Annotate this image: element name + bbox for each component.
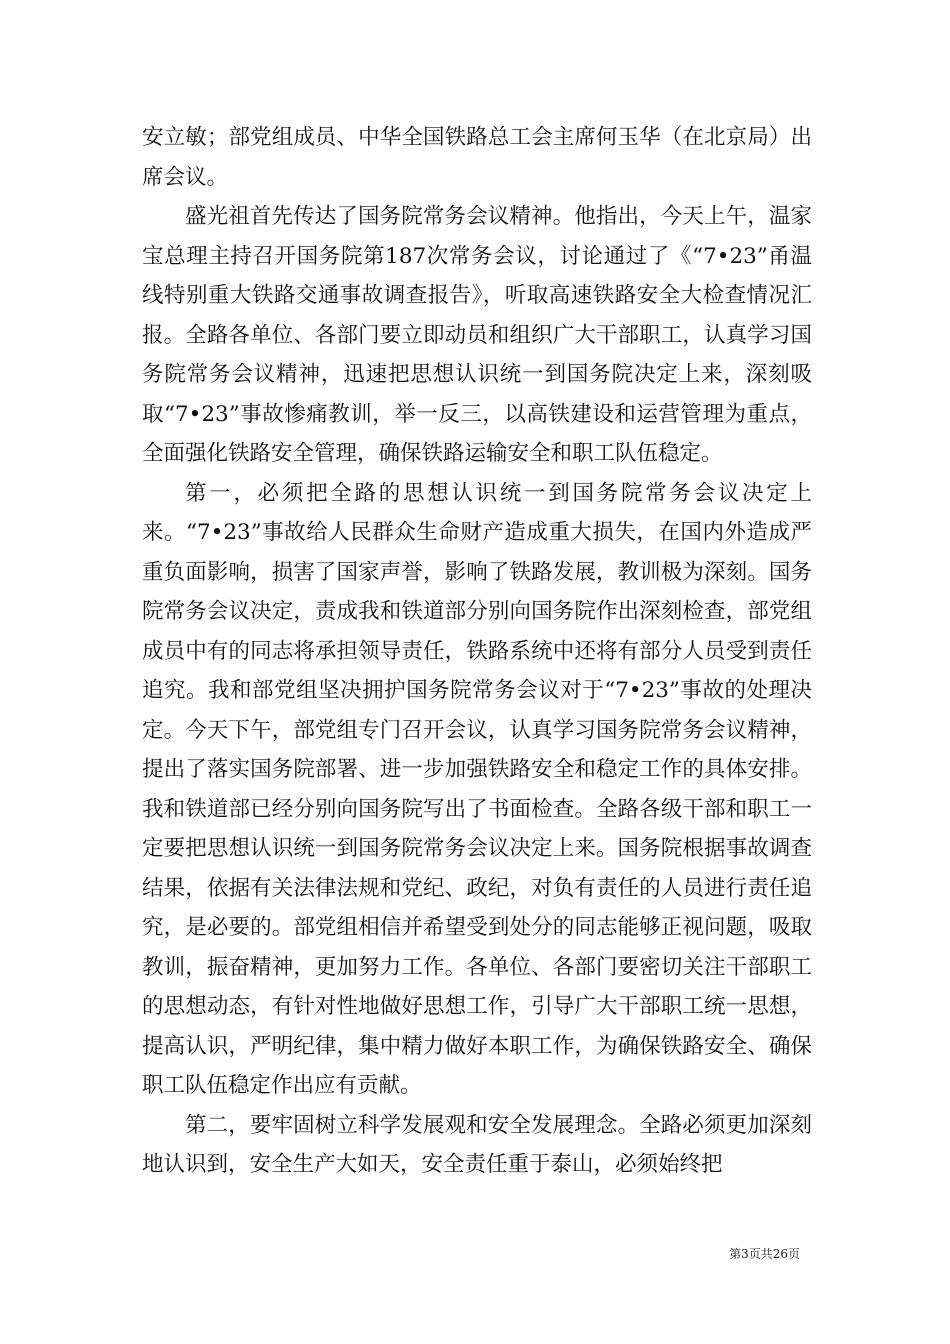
paragraph-first-point: 第一，必须把全路的思想认识统一到国务院常务会议决定上来。“7•23”事故给人民群众生命财产造成重大损失，在国内外造成严重负面影响，损害了国家声誉，影响了铁路发展，教训极为深刻。国务院常务会议决定，责成我和铁道部分别向国务院作出深刻检查，部党组成员中有的同志将承担领导责任，铁路系统中还将有部分人员受到责任追究。我和部党组坚决拥护国务院常务会议对于“7•23”事故的处理决定。今天下午，部党组专门召开会议，认真学习国务院常务会议精神，提出了落实国务院部署、进一步加强铁路安全和稳定工作的具体安排。我和铁道部已经分别向国务院写出了书面检查。全路各级干部和职工一定要把思想认识统一到国务院常务会议决定上来。国务院根据事故调查结果，依据有关法律法规和党纪、政纪，对负有责任的人员进行责任追究，是必要的。部党组相信并希望受到处分的同志能够正视问题，吸取教训，振奋精神，更加努力工作。各单位、各部门要密切关注干部职工的思想动态，有针对性地做好思想工作，引导广大干部职工统一思想，提高认识，严明纪律，集中精力做好本职工作，为确保铁路安全、确保职工队伍稳定作出应有贡献。 bbox=[142, 480, 812, 1098]
paragraph-attendees: 安立敏；部党组成员、中华全国铁路总工会主席何玉华（在北京局）出席会议。 bbox=[142, 125, 812, 190]
paragraph-second-point: 第二，要牢固树立科学发展观和安全发展理念。全路必须更加深刻地认识到，安全生产大如天，安全责任重于泰山，必须始终把 bbox=[142, 1112, 812, 1177]
body-text bbox=[142, 118, 812, 1185]
page-number: 第3页共26页 bbox=[729, 1247, 800, 1261]
paragraph-opening: 盛光祖首先传达了国务院常务会议精神。他指出，今天上午，温家宝总理主持召开国务院第187次常务会议，讨论通过了《“7•23”甬温线特别重大铁路交通事故调查报告》，听取高速铁路安全大检查情况汇报。全路各单位、各部门要立即动员和组织广大干部职工，认真学习国务院常务会议精神，迅速把思想认识统一到国务院决定上来，深刻吸取“7•23”事故惨痛教训，举一反三，以高铁建设和运营管理为重点，全面强化铁路安全管理，确保铁路运输安全和职工队伍稳定。 bbox=[142, 204, 812, 466]
